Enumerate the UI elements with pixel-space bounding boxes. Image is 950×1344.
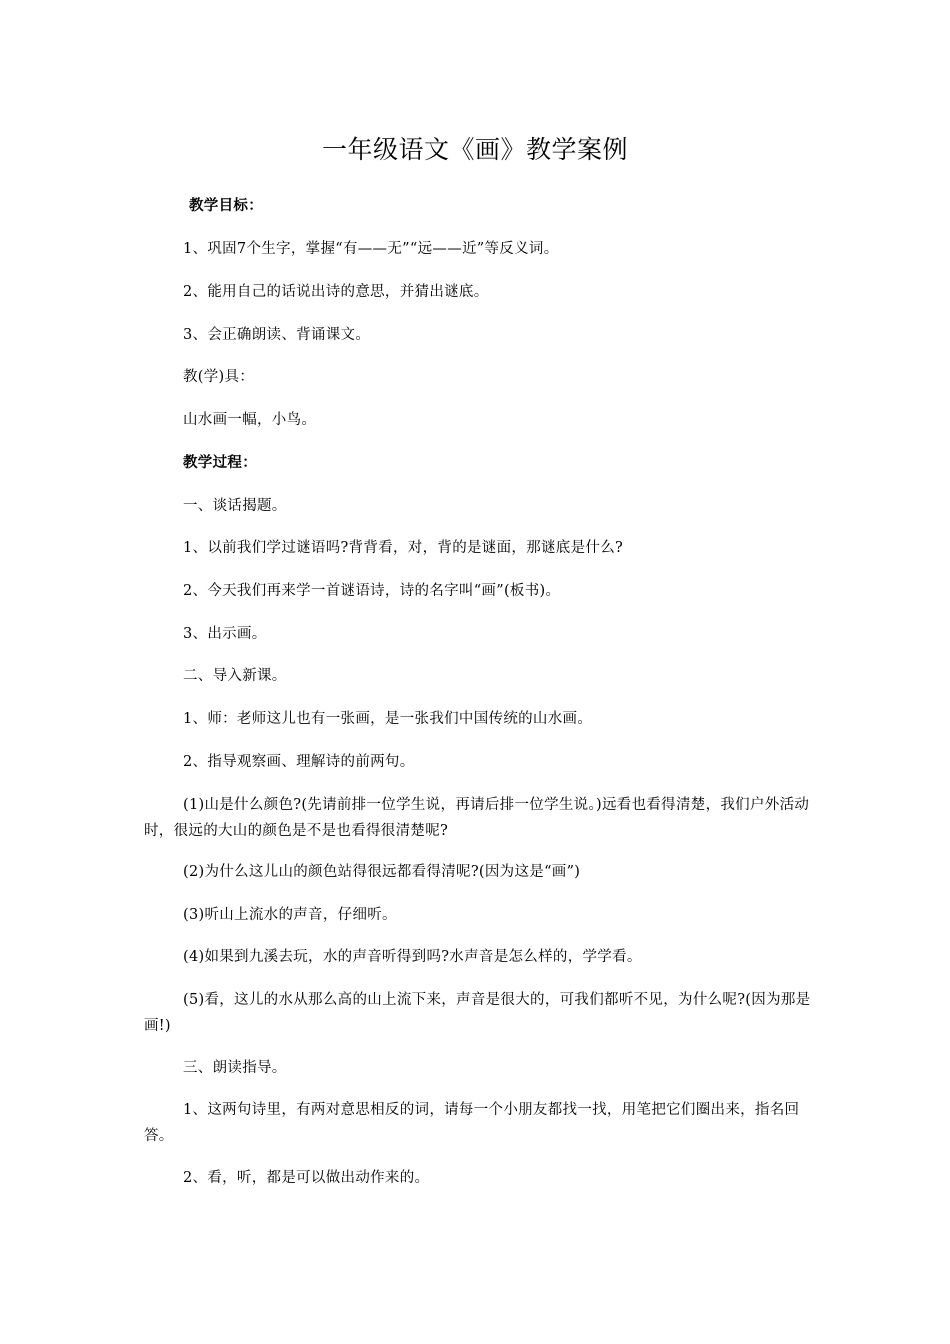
paragraph: 1、师：老师这儿也有一张画，是一张我们中国传统的山水画。 xyxy=(183,711,593,727)
section-heading-objectives: 教学目标： xyxy=(189,197,263,214)
paragraph: 1、巩固7个生字，掌握“有——无”“远——近”等反义词。 xyxy=(183,241,559,257)
paragraph: (3)听山上流水的声音，仔细听。 xyxy=(183,907,397,923)
paragraph: 2、今天我们再来学一首谜语诗，诗的名字叫“画”(板书)。 xyxy=(183,583,561,599)
paragraph: (2)为什么这儿山的颜色站得很远都看得清呢?(因为这是“画”) xyxy=(183,864,581,880)
paragraph: (5)看，这儿的水从那么高的山上流下来，声音是很大的，可我们都听不见，为什么呢?(因为那是画!) xyxy=(144,992,811,1034)
paragraph: 二、导入新课。 xyxy=(183,668,287,684)
paragraph: 教(学)具： xyxy=(183,369,255,385)
paragraph: (1)山是什么颜色?(先请前排一位学生说，再请后排一位学生说。)远看也看得清楚，我们户外活动时，很远的大山的颜色是不是也看得很清楚呢? xyxy=(144,797,810,839)
paragraph: 山水画一幅，小鸟。 xyxy=(183,412,317,428)
paragraph: 三、朗读指导。 xyxy=(183,1060,287,1076)
paragraph: 一、谈话揭题。 xyxy=(183,498,287,514)
paragraph: (4)如果到九溪去玩，水的声音听得到吗?水声音是怎么样的，学学看。 xyxy=(183,949,642,965)
paragraph: 2、能用自己的话说出诗的意思，并猜出谜底。 xyxy=(183,284,489,300)
paragraph: 3、出示画。 xyxy=(183,626,267,642)
paragraph: 1、以前我们学过谜语吗?背背看，对，背的是谜面，那谜底是什么? xyxy=(183,540,624,556)
paragraph: 2、指导观察画、理解诗的前两句。 xyxy=(183,754,415,770)
section-heading-process: 教学过程： xyxy=(183,454,257,471)
paragraph: 3、会正确朗读、背诵课文。 xyxy=(183,327,371,343)
document-title: 一年级语文《画》教学案例 xyxy=(321,135,628,164)
paragraph: 1、这两句诗里，有两对意思相反的词，请每一个小朋友都找一找，用笔把它们圈出来，指名回答。 xyxy=(144,1102,800,1144)
paragraph: 2、看，听，都是可以做出动作来的。 xyxy=(183,1170,430,1186)
